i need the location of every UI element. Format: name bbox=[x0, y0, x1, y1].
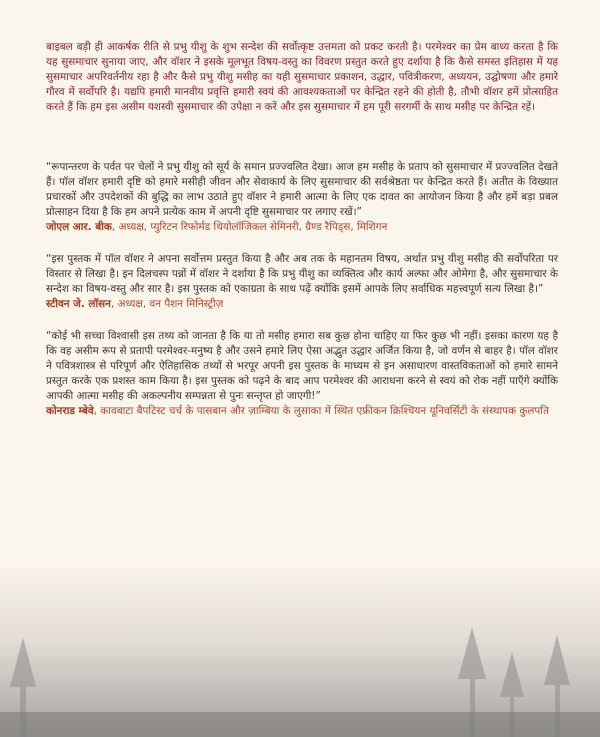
tree-silhouettes bbox=[0, 617, 600, 737]
text-content bbox=[46, 40, 558, 419]
endorser-name: कोनराड म्बेवे bbox=[46, 405, 94, 417]
endorsement-3 bbox=[46, 329, 558, 419]
endorser-role: , कावबाटा बैपटिस्ट चर्च के पासबान और ज़ाम्बिया के लुसाका में स्थित एफ्रीकन क्रिश्चियन यूनिवर्सिटी के संस्थापक कुलपति bbox=[93, 405, 549, 417]
misty-landscape-image bbox=[0, 562, 600, 737]
endorser-role: , अध्यक्ष, वन पैशन मिनिस्ट्रीज़ bbox=[110, 298, 224, 310]
endorser-name: जोएल आर. बीक bbox=[46, 221, 112, 233]
endorsement-1 bbox=[46, 160, 558, 235]
endorser-role: , अध्यक्ष, प्युरिटन रिफोर्मड थियोलॉजिकल सेमिनरी, ग्रैण्ड रैपिड्स, मिशिगन bbox=[111, 221, 388, 233]
endorsement-attribution bbox=[46, 297, 558, 312]
endorsement-quote: “कोई भी सच्चा विश्वासी इस तथ्य को जानता है कि या तो मसीह हमारा सब कुछ होना चाहिए या फिर कुछ भी नहीं। इसका कारण यह है कि वह असीम रूप से प्रतापी परमेश्वर-मनुष्य है और उसने हमारे लिए ऐसा अद्भुत उद्धार अर्जित किया है, जो वर्णन से बाहर है। पॉल वॉशर ने पवित्रशास्त्र से परिपूर्ण और ऐतिहासिक तथ्यों से भरपूर अपनी इस पुस्तक के माध्यम से इन असाधारण वास्तविकताओं को हमारे सामने प्रस्तुत करके एक प्रशस्त काम किया है। इस पुस्तक को पढ़ने के बाद आप परमेश्वर की आराधना करने से स्वयं को रोक नहीं पाएँगे क्योंकि आपकी आत्मा मसीह की अकल्पनीय सम्पन्नता से पुनः सन्तृप्त हो जाएगी!” bbox=[46, 330, 558, 402]
endorsement-attribution bbox=[46, 220, 558, 235]
endorsement-attribution bbox=[46, 404, 558, 419]
endorser-name: स्टीवन जे. लॉसन bbox=[46, 298, 111, 310]
intro-paragraph: बाइबल बड़ी ही आकर्षक रीति से प्रभु यीशु के शुभ सन्देश की सर्वोत्कृष्ट उत्तमता को प्रकट करती है। परमेश्वर का प्रेम बाध्य करता है कि यह सुसमाचार सुनाया जाए, और वॉशर ने इसके मूलभूत विषय-वस्तु का विवरण प्रस्तुत करते हुए दर्शाया है कि कैसे समस्त इतिहास में यह सुसमाचार अपरिवर्तनीय रहा है और कैसे प्रभु यीशु मसीह का यही सुसमाचार प्रकाशन, उद्धार, पवित्रीकरण, अध्ययन, उद्घोषणा और हमारे गौरव में सर्वोपरि है। यद्यपि हमारी मानवीय प्रवृत्ति हमारी स्वयं की आवश्यकताओं पर केन्द्रित रहने की होती है, तौभी वॉशर हमें प्रोत्साहित करते हैं कि हम इस असीम यशस्वी सुसमाचार की उपेक्षा न करें और इस सुसमाचार में हम पूरी सरगर्मी के साथ मसीह पर केन्द्रित रहें। bbox=[46, 41, 558, 113]
endorsement-quote: “इस पुस्तक में पॉल वॉशर ने अपना सर्वोत्तम प्रस्तुत किया है और अब तक के महानतम विषय, अर्थात प्रभु यीशु मसीह की सर्वोपरिता पर विस्तार से लिखा है। इन दिलचस्प पन्नों में वॉशर ने दर्शाया है कि प्रभु यीशु का व्यक्तित्व और कार्य अल्फा और ओमेगा है, और सुसमाचार के सन्देश का विषय-वस्तु और सार है। इस पुस्तक को एकाग्रता के साथ पढ़ें क्योंकि इसमें आपके लिए सर्वाधिक महत्त्वपूर्ण सत्य लिखा है।” bbox=[46, 253, 558, 295]
endorsement-2 bbox=[46, 252, 558, 312]
endorsement-quote: “रूपान्तरण के पर्वत पर चेलों ने प्रभु यीशु को सूर्य के समान प्रज्ज्वलित देखा। आज हम मसीह के प्रताप को सुसमाचार में प्रज्ज्वलित देखते हैं। पॉल वॉशर हमारी दृष्टि को हमारे मसीही जीवन और सेवाकार्य के लिए सुसमाचार की सर्वश्रेष्ठता पर केन्द्रित करते हैं। अतीत के विख्यात प्रचारकों और उपदेशकों की बुद्धि का लाभ उठाते हुए वॉशर ने हमारी आत्मा के लिए एक दावत का आयोजन किया है और हमें बड़ा प्रबल प्रोत्साहन दिया है कि हम अपने प्रत्येक काम में अपनी दृष्टि सुसमाचार पर लगाए रखें।” bbox=[46, 161, 558, 218]
